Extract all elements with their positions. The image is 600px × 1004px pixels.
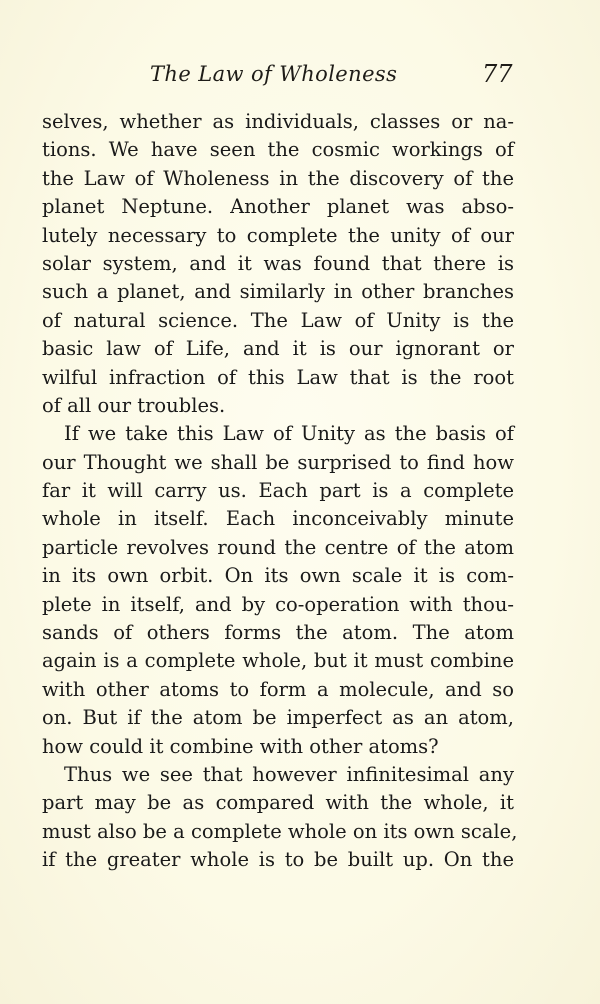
text-line: particle revolves round the centre of the atom xyxy=(42,535,514,559)
text-line: wilful infraction of this Law that is the root xyxy=(42,365,514,389)
paragraph-1 xyxy=(42,108,514,420)
text-line: in its own orbit. On its own scale it is com- xyxy=(42,564,514,588)
text-line: again is a complete whole, but it must combine xyxy=(42,649,514,673)
text-line: whole in itself. Each inconceivably minute xyxy=(42,507,514,531)
text-line: solar system, and it was found that there is xyxy=(42,251,514,275)
text-line: on. But if the atom be imperfect as an atom, xyxy=(42,706,514,730)
running-head xyxy=(0,58,600,90)
text-line: part may be as compared with the whole, it xyxy=(42,791,514,815)
text-line: if the greater whole is to be built up. On the xyxy=(42,848,514,872)
running-title: The Law of Wholeness xyxy=(150,62,398,86)
text-line: tions. We have seen the cosmic workings of xyxy=(42,138,514,162)
text-line: such a planet, and similarly in other branches xyxy=(42,280,514,304)
text-line: plete in itself, and by co-operation with thou- xyxy=(42,592,514,616)
text-line: planet Neptune. Another planet was abso- xyxy=(42,195,514,219)
text-line: selves, whether as individuals, classes or na- xyxy=(42,110,514,133)
text-line: how could it combine with other atoms? xyxy=(42,734,439,758)
body-text xyxy=(42,108,518,875)
text-line: If we take this Law of Unity as the basis of xyxy=(64,422,514,446)
paragraph-3 xyxy=(42,761,518,875)
text-line: lutely necessary to complete the unity of our xyxy=(42,223,514,247)
text-line: sands of others forms the atom. The atom xyxy=(42,621,514,645)
text-line: far it will carry us. Each part is a complete xyxy=(42,479,514,503)
text-line: must also be a complete whole on its own scale, xyxy=(42,819,518,843)
text-line: our Thought we shall be surprised to find how xyxy=(42,450,514,474)
text-line: of all our troubles. xyxy=(42,393,226,417)
text-line: Thus we see that however infinitesimal any xyxy=(64,762,514,786)
text-line: of natural science. The Law of Unity is the xyxy=(42,308,514,332)
page-number: 77 xyxy=(482,60,513,88)
text-line: the Law of Wholeness in the discovery of the xyxy=(42,166,514,190)
paragraph-2 xyxy=(42,420,514,761)
text-line: basic law of Life, and it is our ignorant or xyxy=(42,337,514,361)
text-line: with other atoms to form a molecule, and so xyxy=(42,677,514,701)
